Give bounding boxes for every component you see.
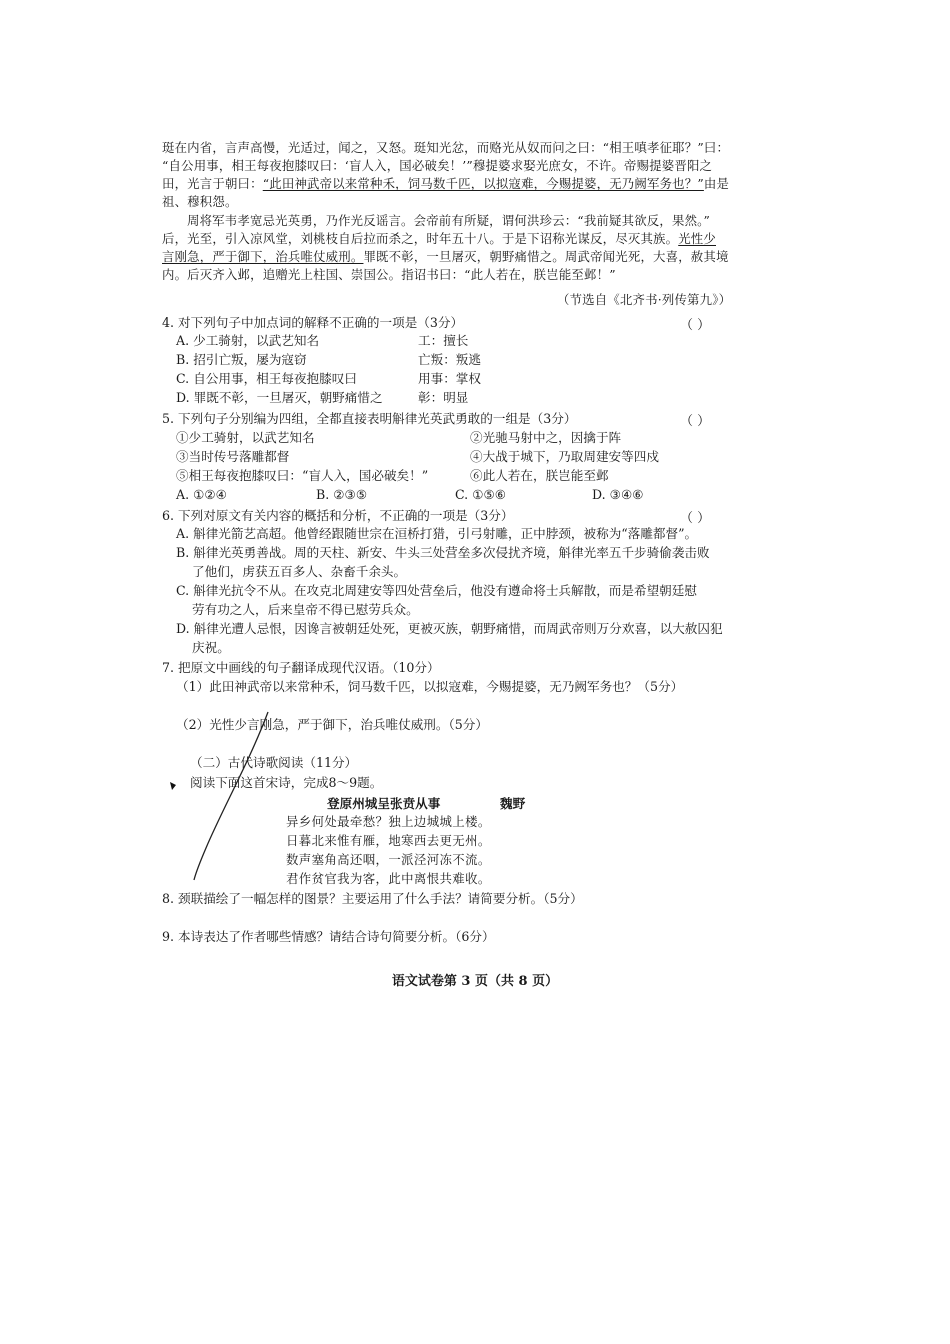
question-6-stem: 6. 下列对原文有关内容的概括和分析，不正确的一项是（3分） bbox=[162, 508, 514, 523]
q6-option-a: A. 斛律光箭艺高超。他曾经跟随世宗在洹桥打猎，引弓射雕，正中脖颈，被称为“落雕都督”。 bbox=[176, 526, 698, 541]
poem-line-3: 数声塞角高还咽，一派泾河冻不流。 bbox=[286, 852, 491, 867]
page-footer: 语文试卷第 3 页（共 8 页） bbox=[391, 974, 559, 989]
passage-line-4: 祖、穆积怨。 bbox=[162, 194, 238, 209]
q5-choice-a: A. ①②④ bbox=[176, 487, 227, 502]
question-8: 8. 颈联描绘了一幅怎样的图景？主要运用了什么手法？请简要分析。（5分） bbox=[162, 891, 583, 906]
question-4-answer-bracket: （ ） bbox=[680, 318, 711, 333]
q7-sentence-2: （2）光性少言刚急，严于御下，治兵唯仗威刑。（5分） bbox=[176, 717, 488, 732]
question-6-answer-bracket: （ ） bbox=[680, 511, 711, 526]
poem-line-1: 异乡何处最牵愁？独上边城城上楼。 bbox=[286, 814, 491, 829]
q4-option-d: D. 罪既不彰，一旦屠灭，朝野痛惜之 bbox=[176, 390, 383, 405]
passage-text: 后，光至，引入凉风堂，刘桃枝自后拉而杀之，时年五十八。于是下诏称光谋反，尽灭其族。 bbox=[162, 231, 679, 246]
q6-option-c-line-1: C. 斛律光抗令不从。在攻克北周建安等四处营垒后，他没有遵命将士兵解散，而是希望朝廷慰 bbox=[176, 583, 697, 598]
q5-choice-c: C. ①⑤⑥ bbox=[455, 487, 507, 502]
passage-source: （节选自《北齐书·列传第九》） bbox=[557, 292, 732, 307]
q6-option-b-line-1: B. 斛律光英勇善战。周的天柱、新安、牛头三处营垒多次侵扰齐境，斛律光率五千步骑偷袭击败 bbox=[176, 545, 710, 560]
q4-option-a-gloss: 工：擅长 bbox=[418, 333, 469, 348]
section-2-intro: 阅读下面这首宋诗，完成8～9题。 bbox=[190, 775, 383, 790]
q4-option-b-gloss: 亡叛：叛逃 bbox=[418, 352, 481, 367]
poem-line-4: 君作贫官我为客，此中离恨共难收。 bbox=[286, 871, 491, 886]
underlined-sentence-2b: 言刚急，严于御下，治兵唯仗威刑。 bbox=[162, 249, 364, 264]
question-5-answer-bracket: （ ） bbox=[680, 414, 711, 429]
underlined-sentence-2a: 光性少 bbox=[678, 231, 716, 246]
q4-option-c: C. 自公用事，相王每夜抱膝叹曰 bbox=[176, 371, 357, 386]
q4-option-c-gloss: 用事：掌权 bbox=[418, 371, 481, 386]
q6-option-d-line-2: 庆祝。 bbox=[192, 640, 230, 655]
q5-item-1: ①少工骑射，以武艺知名 bbox=[176, 430, 315, 445]
passage-text: 由是 bbox=[703, 176, 730, 191]
q4-option-a: A. 少工骑射，以武艺知名 bbox=[176, 333, 320, 348]
q6-option-c-line-2: 劳有功之人，后来皇帝不得已慰劳兵众。 bbox=[192, 602, 419, 617]
q5-item-2: ②光驰马射中之，因擒于阵 bbox=[470, 430, 622, 445]
passage-line-5: 周将军韦孝宽忌光英勇，乃作光反谣言。会帝前有所疑，谓何洪珍云：“我前疑其欲反，果然。” bbox=[187, 213, 711, 228]
poem-author: 魏野 bbox=[500, 796, 526, 811]
q5-choice-b: B. ②③⑤ bbox=[316, 487, 368, 502]
q5-item-6: ⑥此人若在，朕岂能至邺 bbox=[470, 468, 609, 483]
question-5-stem: 5. 下列句子分别编为四组，全都直接表明斛律光英武勇敢的一组是（3分） bbox=[162, 411, 577, 426]
question-7-stem: 7. 把原文中画线的句子翻译成现代汉语。（10分） bbox=[162, 660, 440, 675]
pen-stroke bbox=[194, 712, 268, 880]
passage-text: 罪既不彰，一旦屠灭，朝野痛惜之。周武帝闻光死，大喜，赦其境 bbox=[363, 249, 729, 264]
q5-item-5: ⑤相王每夜抱膝叹曰：“盲人入，国必破矣！” bbox=[176, 468, 429, 483]
q4-option-d-gloss: 彰：明显 bbox=[418, 390, 469, 405]
question-4-stem: 4. 对下列句子中加点词的解释不正确的一项是（3分） bbox=[162, 315, 464, 330]
section-2-title: （二）古代诗歌阅读（11分） bbox=[190, 755, 358, 770]
question-9: 9. 本诗表达了作者哪些情感？请结合诗句简要分析。（6分） bbox=[162, 929, 495, 944]
passage-line-1: 珽在内省，言声高慢，光适过，闻之，又怒。珽知光忿，而赂光从奴而问之曰：“相王嗔孝征耶？”曰： bbox=[162, 140, 730, 155]
poem-line-2: 日暮北来惟有雁，地寒西去更无州。 bbox=[286, 833, 491, 848]
q4-option-b: B. 招引亡叛，屡为寇窃 bbox=[176, 352, 307, 367]
poem-title: 登原州城呈张贲从事 bbox=[327, 796, 441, 811]
passage-text: 田，光言于朝曰： bbox=[162, 176, 263, 191]
q5-item-3: ③当时传号落雕都督 bbox=[176, 449, 290, 464]
q7-sentence-1: （1）此田神武帝以来常种禾，饲马数千匹，以拟寇难，今赐提婆，无乃阙军务也？（5分） bbox=[176, 679, 684, 694]
passage-line-2: “自公用事，相王每夜抱膝叹曰：‘盲人入，国必破矣！’”穆提婆求娶光庶女，不许。帝赐提婆晋阳之 bbox=[162, 158, 713, 173]
q6-option-d-line-1: D. 斛律光遭人忌恨，因谗言被朝廷处死，更被灭族，朝野痛惜，而周武帝则万分欢喜，以大赦囚犯 bbox=[176, 621, 723, 636]
ink-dot bbox=[170, 782, 176, 790]
q6-option-b-line-2: 了他们，虏获五百多人、杂畜千余头。 bbox=[192, 564, 407, 579]
q5-choice-d: D. ③④⑥ bbox=[592, 487, 644, 502]
underlined-sentence-1: “此田神武帝以来常种禾，饲马数千匹，以拟寇难，今赐提婆，无乃阙军务也？” bbox=[262, 176, 704, 191]
passage-line-8: 内。后灭齐入邺，追赠光上柱国、崇国公。指诏书曰：“此人若在，朕岂能至邺！” bbox=[162, 267, 616, 282]
q5-item-4: ④大战于城下，乃取周建安等四戍 bbox=[470, 449, 659, 464]
